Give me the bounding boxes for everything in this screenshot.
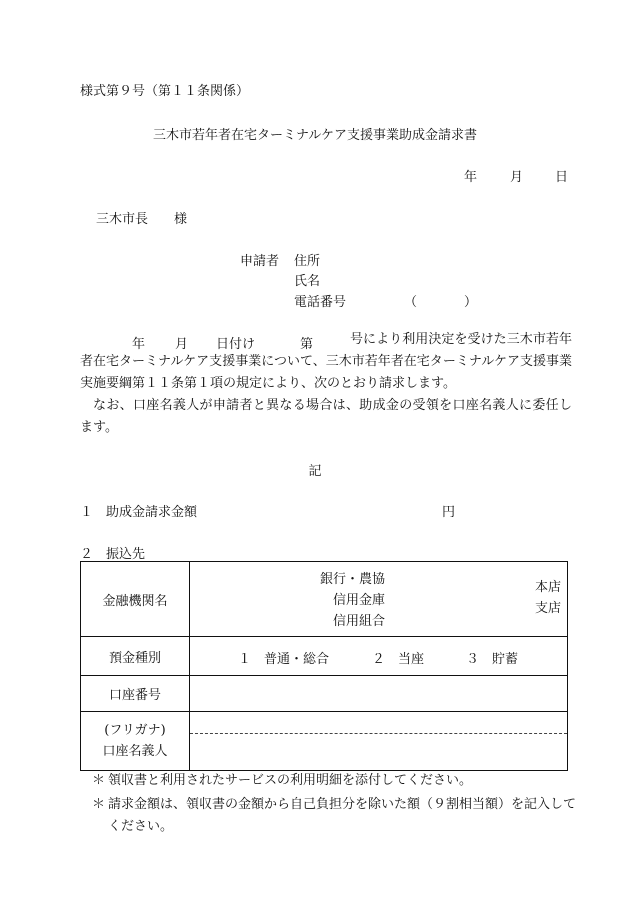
date-day-label: 日 [555, 170, 569, 185]
account-holder-name-field[interactable] [190, 734, 567, 770]
account-holder-field[interactable] [190, 712, 568, 771]
phone-paren-close: ） [464, 295, 478, 310]
account-number-field[interactable] [190, 676, 568, 712]
page-title: 三木市若年者在宅ターミナルケア支援事業助成金請求書 [152, 128, 478, 143]
body-paragraph-2: なお、口座名義人が申請者と異なる場合は、助成金の受領を口座名義人に委任します。 [80, 398, 572, 435]
deposit-options [190, 637, 568, 676]
deposit-row [81, 637, 568, 676]
item2-number: ２ [80, 547, 94, 562]
address-label: 住所 [294, 254, 321, 269]
deposit-option-savings[interactable]: ３ 貯蓄 [466, 652, 519, 667]
note-1 [92, 770, 572, 792]
institution-row [81, 562, 568, 637]
branch-type-branch: 支店 [535, 601, 562, 616]
furigana-field[interactable] [190, 712, 567, 734]
holder-label-cell [81, 712, 190, 771]
date-month-label: 月 [510, 170, 524, 185]
note-1-mark: ＊ [92, 773, 106, 788]
para1-no: 第 [300, 337, 314, 352]
account-number-row [81, 676, 568, 712]
para1-year: 年 [132, 337, 146, 352]
note-2 [92, 794, 588, 838]
note-1-text: 領収書と利用されたサービスの利用明細を添付してください。 [108, 773, 473, 788]
note-2-mark: ＊ [92, 797, 106, 812]
furigana-label: (フリガナ) [104, 723, 166, 738]
item1-label: 助成金請求金額 [106, 505, 198, 520]
para1-dated: 日付け [216, 337, 256, 352]
yen-unit: 円 [442, 505, 456, 520]
account-number-label: 口座番号 [81, 676, 190, 712]
institution-type-shinkin: 信用金庫 [333, 593, 386, 608]
deposit-option-current[interactable]: ２ 当座 [372, 652, 425, 667]
phone-label: 電話番号 [294, 295, 347, 310]
form-number: 様式第９号（第１１条関係） [80, 84, 250, 99]
ki-heading: 記 [308, 464, 322, 479]
institution-type-kumiai: 信用組合 [333, 614, 386, 629]
institution-field[interactable] [190, 562, 568, 637]
bank-transfer-table [80, 561, 568, 771]
deposit-label: 預金種別 [81, 637, 190, 676]
addressee: 三木市長 様 [96, 212, 188, 227]
para1-month: 月 [175, 337, 189, 352]
institution-label: 金融機関名 [81, 562, 190, 637]
body-paragraph-1: 号により利用決定を受けた三木市若年者在宅ターミナルケア支援事業について、三木市若年者在宅ターミナルケア支援事業実施要綱第１１条第１項の規定により、次のとおり請求します。 [80, 332, 572, 391]
item1-number: １ [80, 505, 94, 520]
applicant-label: 申請者 [240, 254, 280, 269]
account-holder-row [81, 712, 568, 771]
branch-type-head: 本店 [535, 580, 562, 595]
item2-label: 振込先 [106, 547, 146, 562]
phone-paren-open: （ [404, 295, 418, 310]
deposit-option-ordinary[interactable]: １ 普通・総合 [238, 652, 330, 667]
note-2-text: 請求金額は、領収書の金額から自己負担分を除いた額（９割相当額）を記入してください。 [108, 797, 577, 834]
institution-type-bank: 銀行・農協 [320, 572, 386, 587]
account-holder-label: 口座名義人 [102, 744, 168, 759]
name-label: 氏名 [294, 274, 321, 289]
date-year-label: 年 [464, 170, 478, 185]
